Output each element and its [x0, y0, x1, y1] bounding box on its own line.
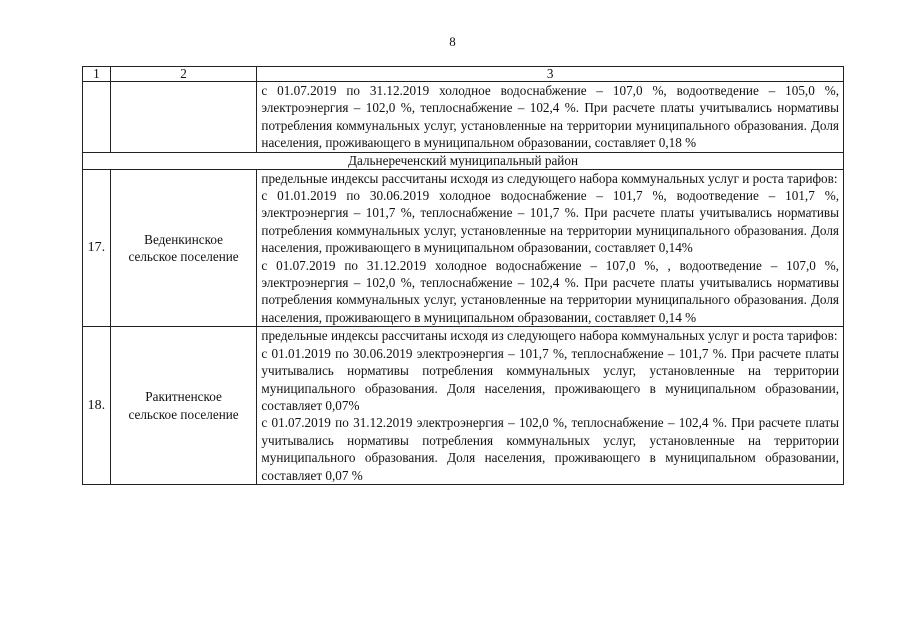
tariff-description: [257, 327, 844, 485]
settlement-name: [110, 169, 257, 327]
settlement-name: [110, 327, 257, 485]
section-title: Дальнереченский муниципальный район: [83, 152, 844, 169]
settlement-name: [110, 82, 257, 153]
table-row: [83, 169, 844, 327]
settlement-name-line1: Веденкинское: [144, 231, 223, 247]
section-row: [83, 152, 844, 169]
row-number: 18.: [83, 327, 111, 485]
table-row-continued: [83, 82, 844, 153]
header-cell-1: 1: [83, 67, 111, 82]
description-paragraph: с 01.07.2019 по 31.12.2019 электроэнергия – 102,0 %, теплоснабжение – 102,4 %. При расчете платы учитывались нормативы потребления коммунальных услуг, установленные на территории муниципального образования. Доля населения, проживающего в муниципальном образовании, составляет 0,07 %: [261, 415, 839, 483]
description-paragraph: предельные индексы рассчитаны исходя из следующего набора коммунальных услуг и роста тарифов:: [261, 328, 838, 344]
description-paragraph: с 01.01.2019 по 30.06.2019 электроэнергия – 101,7 %, теплоснабжение – 101,7 %. При расчете платы учитывались нормативы потребления коммунальных услуг, установленные на территории муниципального образования. Доля населения, проживающего в муниципальном образовании, составляет 0,07%: [261, 345, 839, 413]
header-cell-2: 2: [110, 67, 257, 82]
table-header-row: [83, 67, 844, 82]
page-number: 8: [449, 34, 456, 49]
description-paragraph: с 01.07.2019 по 31.12.2019 холодное водоснабжение – 107,0 %, , водоотведение – 107,0 %, электроэнергия – 102,0 %, теплоснабжение – 102,4 %. При расчете платы учитывались нормативы потребления коммунальных услуг, установленные на территории муниципального образования. Доля населения, проживающего в муниципальном образовании, составляет 0,14 %: [261, 257, 839, 325]
settlement-name-line2: сельское поселение: [128, 406, 239, 422]
header-cell-3: 3: [257, 67, 844, 82]
row-number: [83, 82, 111, 153]
row-number: 17.: [83, 169, 111, 327]
settlement-name-line2: сельское поселение: [128, 248, 239, 264]
tariff-description: [257, 82, 844, 153]
table-row: [83, 327, 844, 485]
settlement-name-line1: Ракитненское: [145, 389, 222, 405]
description-paragraph: предельные индексы рассчитаны исходя из следующего набора коммунальных услуг и роста тарифов:: [261, 170, 838, 186]
tariff-index-table: [82, 66, 844, 485]
description-paragraph: с 01.01.2019 по 30.06.2019 холодное водоснабжение – 101,7 %, водоотведение – 101,7 %, электроэнергия – 101,7 %, теплоснабжение – 101,7 %. При расчете платы учитывались нормативы потребления коммунальных услуг, установленные на территории муниципального образования. Доля населения, проживающего в муниципальном образовании, составляет 0,14%: [261, 188, 839, 256]
description-paragraph: с 01.07.2019 по 31.12.2019 холодное водоснабжение – 107,0 %, водоотведение – 105,0 %, электроэнергия – 102,0 %, теплоснабжение – 102,4 %. При расчете платы учитывались нормативы потребления коммунальных услуг, установленные на территории муниципального образования. Доля населения, проживающего в муниципальном образовании, составляет 0,18 %: [261, 83, 839, 151]
tariff-description: [257, 169, 844, 327]
